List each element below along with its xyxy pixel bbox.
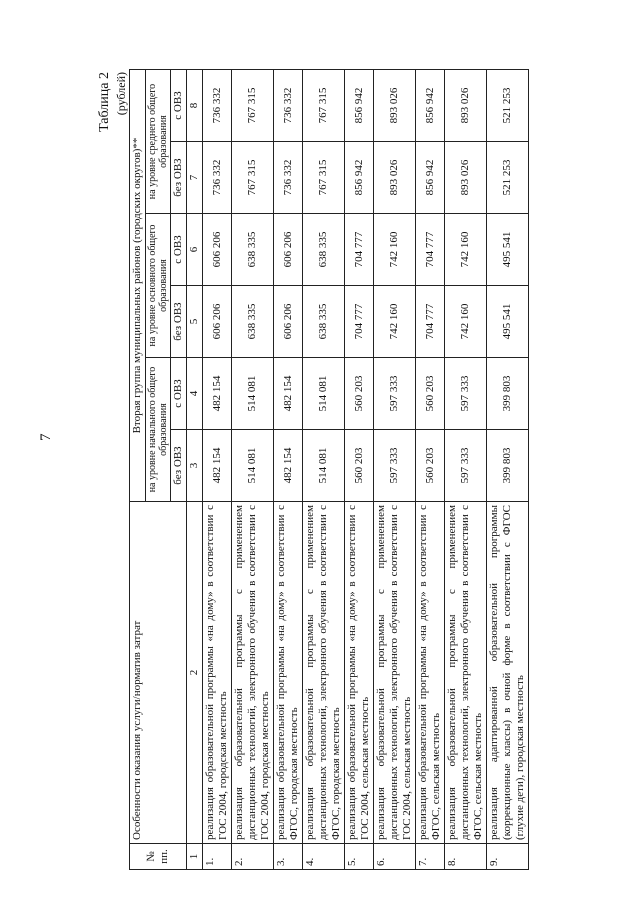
value-cell: 399 803 <box>487 430 529 502</box>
header-without-ovz: без ОВЗ <box>171 142 187 214</box>
row-number: 8. <box>445 844 487 870</box>
value-cell: 736 332 <box>274 70 303 142</box>
value-cell: 399 803 <box>487 358 529 430</box>
row-description: реализация образовательной программы с применением дистанционных технологий, электронного обучения в соответствии с ФГОС, городская местность <box>303 502 345 844</box>
row-description: реализация образовательной программы с применением дистанционных технологий, электронного обучения в соответствии с ГОС 2004, сельская местность <box>374 502 416 844</box>
value-cell: 606 206 <box>274 286 303 358</box>
row-number: 2. <box>232 844 274 870</box>
value-cell: 767 315 <box>303 142 345 214</box>
row-description: реализация адаптированной образовательной программы (коррекционные классы) в очной форме в соответствии с ФГОС (глухие дети), городская местность <box>487 502 529 844</box>
row-description: реализация образовательной программы «на дому» в соответствии с ФГОС, городская местность <box>274 502 303 844</box>
colnum: 3 <box>187 430 203 502</box>
table-row <box>203 70 232 870</box>
value-cell: 495 541 <box>487 214 529 286</box>
row-description: реализация образовательной программы с применением дистанционных технологий, электронного обучения в соответствии с ФГОС, сельская местность <box>445 502 487 844</box>
row-description: реализация образовательной программы «на дому» в соответствии с ГОС 2004, городская местность <box>203 502 232 844</box>
value-cell: 521 253 <box>487 142 529 214</box>
row-number: 3. <box>274 844 303 870</box>
value-cell: 606 206 <box>203 286 232 358</box>
header-level-secondary: на уровне среднего общего образования <box>146 70 171 214</box>
value-cell: 597 333 <box>374 430 416 502</box>
value-cell: 742 160 <box>445 214 487 286</box>
cost-table <box>129 69 529 870</box>
colnum: 6 <box>187 214 203 286</box>
colnum: 4 <box>187 358 203 430</box>
value-cell: 482 154 <box>203 358 232 430</box>
table-row <box>487 70 529 870</box>
value-cell: 893 026 <box>374 70 416 142</box>
table-body <box>203 70 529 870</box>
row-number: 6. <box>374 844 416 870</box>
value-cell: 736 332 <box>203 70 232 142</box>
header-with-ovz: с ОВЗ <box>171 214 187 286</box>
value-cell: 514 081 <box>303 358 345 430</box>
row-number: 5. <box>345 844 374 870</box>
value-cell: 638 335 <box>232 286 274 358</box>
value-cell: 514 081 <box>232 358 274 430</box>
value-cell: 893 026 <box>445 70 487 142</box>
value-cell: 742 160 <box>374 286 416 358</box>
unit-note: (рублей) <box>114 72 128 116</box>
value-cell: 736 332 <box>203 142 232 214</box>
value-cell: 560 203 <box>345 430 374 502</box>
header-with-ovz: с ОВЗ <box>171 358 187 430</box>
colnum: 7 <box>187 142 203 214</box>
row-description: реализация образовательной программы с применением дистанционных технологий, электронного обучения в соответствии с ГОС 2004, городская местность <box>232 502 274 844</box>
table-row <box>345 70 374 870</box>
value-cell: 482 154 <box>274 430 303 502</box>
value-cell: 521 253 <box>487 70 529 142</box>
header-level-primary: на уровне начального общего образования <box>146 358 171 502</box>
table-row <box>274 70 303 870</box>
value-cell: 767 315 <box>232 70 274 142</box>
value-cell: 742 160 <box>374 214 416 286</box>
colnum: 5 <box>187 286 203 358</box>
header-group: Вторая группа муниципальных районов (городских округов)** <box>130 70 146 502</box>
value-cell: 482 154 <box>203 430 232 502</box>
value-cell: 560 203 <box>416 358 445 430</box>
column-number-row <box>187 70 203 870</box>
rotated-document <box>95 70 585 870</box>
value-cell: 514 081 <box>303 430 345 502</box>
value-cell: 767 315 <box>232 142 274 214</box>
value-cell: 856 942 <box>416 70 445 142</box>
value-cell: 482 154 <box>274 358 303 430</box>
value-cell: 560 203 <box>416 430 445 502</box>
table-caption: Таблица 2 <box>97 72 112 132</box>
colnum: 8 <box>187 70 203 142</box>
value-cell: 597 333 <box>445 358 487 430</box>
value-cell: 638 335 <box>303 286 345 358</box>
value-cell: 704 777 <box>345 286 374 358</box>
header-feature: Особенности оказания услуги/норматив затрат <box>130 502 187 844</box>
header-without-ovz: без ОВЗ <box>171 286 187 358</box>
value-cell: 704 777 <box>345 214 374 286</box>
table-row <box>232 70 274 870</box>
value-cell: 704 777 <box>416 286 445 358</box>
value-cell: 606 206 <box>203 214 232 286</box>
header-level-basic: на уровне основного общего образования <box>146 214 171 358</box>
value-cell: 893 026 <box>445 142 487 214</box>
table-row <box>374 70 416 870</box>
value-cell: 893 026 <box>374 142 416 214</box>
value-cell: 736 332 <box>274 142 303 214</box>
row-number: 4. <box>303 844 345 870</box>
value-cell: 560 203 <box>345 358 374 430</box>
header-with-ovz: с ОВЗ <box>171 70 187 142</box>
value-cell: 856 942 <box>345 70 374 142</box>
header-without-ovz: без ОВЗ <box>171 430 187 502</box>
row-number: 9. <box>487 844 529 870</box>
table-row <box>445 70 487 870</box>
row-number: 1. <box>203 844 232 870</box>
row-number: 7. <box>416 844 445 870</box>
table-row <box>303 70 345 870</box>
value-cell: 856 942 <box>345 142 374 214</box>
value-cell: 742 160 <box>445 286 487 358</box>
row-description: реализация образовательной программы «на дому» в соответствии с ГОС 2004, сельская местность <box>345 502 374 844</box>
value-cell: 856 942 <box>416 142 445 214</box>
value-cell: 597 333 <box>374 358 416 430</box>
page-number: 7 <box>38 433 54 441</box>
header-no: № пп. <box>130 844 187 870</box>
colnum: 2 <box>187 502 203 844</box>
value-cell: 638 335 <box>232 214 274 286</box>
colnum: 1 <box>187 844 203 870</box>
value-cell: 767 315 <box>303 70 345 142</box>
row-description: реализация образовательной программы «на дому» в соответствии с ФГОС, сельская местность <box>416 502 445 844</box>
value-cell: 495 541 <box>487 286 529 358</box>
value-cell: 704 777 <box>416 214 445 286</box>
table-row <box>416 70 445 870</box>
value-cell: 638 335 <box>303 214 345 286</box>
value-cell: 597 333 <box>445 430 487 502</box>
value-cell: 514 081 <box>232 430 274 502</box>
value-cell: 606 206 <box>274 214 303 286</box>
